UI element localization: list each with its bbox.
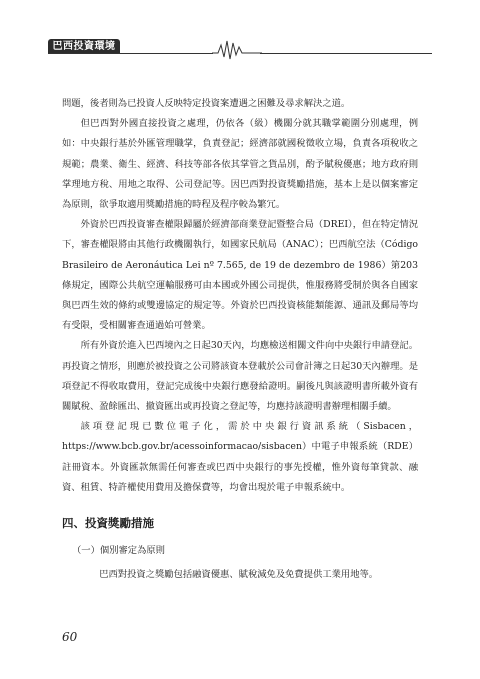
- header-rule: [260, 53, 432, 54]
- paragraph: 所有外資於進入巴西境內之日起30天內，均應檢送相關文件向中央銀行申請登記。再投資之情形，則應於被投資之公司將該資本登載於公司會計簿之日起30天內辦理。是項登記不得收取費用，登記完成後中央銀行應發給證明。嗣後凡與該證明書所載外資有關賦稅、盈餘匯出、撤資匯出或再投資之登記等，均應持該證明書辦理相關手續。: [62, 340, 418, 413]
- paragraph: 外資於巴西投資審查權限歸屬於經濟部商業登記暨整合局（DREI），但在特定情況下，審查權限將由其他行政機關執行，如國家民航局（ANAC）；巴西航空法（Código Brasileiro de Aeronáutica Lei nº 7.565, de 19 de dezembro de 1986）第203條規定，國際公共航空運輸服務可由本國或外國公司提供，惟服務將受制於與各自國家與巴西生效的條約或雙邊協定的規定等。外資於巴西投資核能類能源、通訊及郵局等均有受限，受相關審查通過始可營業。: [62, 219, 418, 332]
- document-body: [62, 94, 418, 584]
- section-title: 四、投資獎勵措施: [62, 516, 154, 531]
- header-rule: [48, 53, 213, 54]
- heartbeat-wave-icon: [212, 37, 262, 61]
- subsection-title: （一）個別審定為原則: [72, 545, 165, 557]
- paragraph: 巴西對投資之獎勵包括融資優惠、賦稅減免及免費提供工業用地等。: [99, 569, 379, 581]
- paragraph: 問題，後者則為已投資人反映特定投資案遭遇之困難及尋求解決之道。: [62, 98, 351, 109]
- paragraph: 該項登記現已數位電子化，需於中央銀行資訊系統（Sisbacen，https://www.bcb.gov.br/acessoinformacao/sisbacen）中電子申報系統（RDE）註冊資本。外資匯款無需任何審查或巴西中央銀行的事先授權，惟外資每筆貸款、融資、租賃、特許權使用費用及擔保費等，均會出現於電子申報系統中。: [62, 421, 418, 493]
- header-tab: 巴西投資環境簡介: [48, 39, 120, 54]
- paragraph: 但巴西對外國直接投資之處理，仍依各（級）機關分就其職掌範圍分別處理，例如：中央銀行基於外匯管理職掌，負責登記；經濟部就國稅徵收立場，負責各項稅收之規範；農業、衛生、經濟、科技等部各依其掌管之貨品別，酌予賦稅優惠；地方政府則掌理地方稅、用地之取得、公司登記等。因巴西對投資獎勵措施，基本上是以個案審定為原則，欲爭取適用獎勵措施的時程及程序較為繁冗。: [62, 118, 418, 211]
- page-number: 60: [62, 630, 78, 644]
